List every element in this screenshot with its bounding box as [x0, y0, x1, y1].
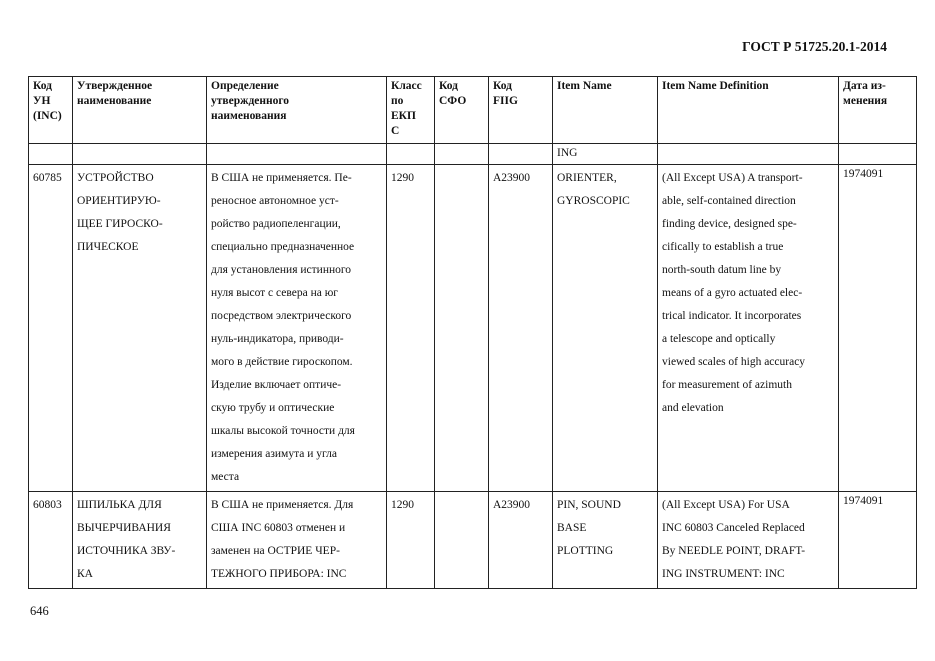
- cell-text-line: мого в действие гироскопом.: [211, 356, 353, 368]
- cell-text-line: утвержденного: [211, 95, 290, 107]
- cell-text-line: С: [391, 125, 400, 137]
- row-item-name-definition: [658, 165, 839, 492]
- row-name-definition: [207, 165, 387, 492]
- header-approved-name: [73, 77, 207, 144]
- cell-text-line: КА: [77, 568, 93, 580]
- cell-text-line: INC 60803 Canceled Replaced: [662, 522, 805, 534]
- row-approved-name: [73, 165, 207, 492]
- cell-text-line: заменен на ОСТРИЕ ЧЕР-: [211, 545, 340, 557]
- header-ekps-class: [387, 77, 435, 144]
- header-item-name-definition: [658, 77, 839, 144]
- cell-text-line: ЩЕЕ ГИРОСКО-: [77, 218, 163, 230]
- cell-text-line: реносное автономное уст-: [211, 195, 339, 207]
- cell-text-line: Item Name Definition: [662, 80, 769, 92]
- cell-text-line: посредством электрического: [211, 310, 352, 322]
- header-name-definition: [207, 77, 387, 144]
- row-sfo-code: [435, 492, 489, 589]
- row-inc-code: 60803: [29, 492, 73, 589]
- cell-text-line: (INC): [33, 110, 62, 122]
- cell-text-line: США INC 60803 отменен и: [211, 522, 346, 534]
- row-item-name: [553, 492, 658, 589]
- cell-text-line: a telescope and optically: [662, 333, 776, 345]
- header-change-date: [839, 77, 917, 144]
- cell-text-line: места: [211, 471, 240, 483]
- row-name-definition: [207, 492, 387, 589]
- cell-text-line: Код: [493, 80, 513, 92]
- table-row: [29, 165, 917, 492]
- cell-text-line: Класс: [391, 80, 422, 92]
- cell-text-line: cifically to establish a true: [662, 241, 784, 253]
- cell-text-line: ПИЧЕСКОЕ: [77, 241, 139, 253]
- continuation-row: [29, 144, 917, 165]
- cell-text-line: north-south datum line by: [662, 264, 782, 276]
- cell-text-line: В США не применяется. Пе-: [211, 172, 352, 184]
- table-row: [29, 492, 917, 589]
- row-item-name-definition: [658, 492, 839, 589]
- row-item-name: [553, 165, 658, 492]
- cell-text-line: специально предназначенное: [211, 241, 355, 253]
- row-change-date: 1974091: [839, 492, 917, 589]
- cell-text-line: нуль-индикатора, приводи-: [211, 333, 344, 345]
- cell-text-line: ШПИЛЬКА ДЛЯ: [77, 499, 162, 511]
- cell-text-line: Дата из-: [843, 80, 886, 92]
- cell-text-line: ORIENTER,: [557, 172, 617, 184]
- header-fiig-code: [489, 77, 553, 144]
- header-inc-code: [29, 77, 73, 144]
- cell-text-line: Код: [33, 80, 53, 92]
- cell-text-line: PIN, SOUND: [557, 499, 621, 511]
- row-ekps-class: 1290: [387, 492, 435, 589]
- cell-text-line: ING INSTRUMENT: INC: [662, 568, 785, 580]
- row-fiig-code: A23900: [489, 492, 553, 589]
- cell-text-line: finding device, designed spe-: [662, 218, 797, 230]
- cell-text-line: Определение: [211, 80, 279, 92]
- cell-text-line: GYROSCOPIC: [557, 195, 630, 207]
- cell-text-line: В США не применяется. Для: [211, 499, 354, 511]
- cell-text-line: viewed scales of high accuracy: [662, 356, 806, 368]
- row-sfo-code: [435, 165, 489, 492]
- cell-text-line: FIIG: [493, 95, 518, 107]
- cell-text-line: (All Except USA) For USA: [662, 499, 790, 511]
- cell-text-line: шкалы высокой точности для: [211, 425, 355, 437]
- cell-text-line: and elevation: [662, 402, 724, 414]
- cell-text-line: PLOTTING: [557, 545, 614, 557]
- cell-text-line: измерения азимута и угла: [211, 448, 337, 460]
- cell-text-line: Утвержденное: [77, 80, 153, 92]
- cell-text-line: наименования: [211, 110, 287, 122]
- cell-text-line: Item Name: [557, 80, 612, 92]
- cell-text-line: СФО: [439, 95, 467, 107]
- cell-text-line: скую трубу и оптические: [211, 402, 335, 414]
- cell-text-line: Код: [439, 80, 459, 92]
- cell-text-line: means of a gyro actuated elec-: [662, 287, 803, 299]
- cell-text-line: (All Except USA) A transport-: [662, 172, 803, 184]
- cell-text-line: By NEEDLE POINT, DRAFT-: [662, 545, 806, 557]
- cell-text-line: наименование: [77, 95, 152, 107]
- cell-text-line: УСТРОЙСТВО: [77, 172, 154, 184]
- row-ekps-class: 1290: [387, 165, 435, 492]
- cell-text-line: по: [391, 95, 404, 107]
- cell-text-line: ИСТОЧНИКА ЗВУ-: [77, 545, 176, 557]
- nomenclature-table: [28, 76, 917, 589]
- cell-text-line: ТЕЖНОГО ПРИБОРА: INC: [211, 568, 347, 580]
- cell-text-line: УН: [33, 95, 51, 107]
- cell-text-line: ОРИЕНТИРУЮ-: [77, 195, 161, 207]
- header-item-name: [553, 77, 658, 144]
- cell-text-line: менения: [843, 95, 888, 107]
- cell-text-line: ЕКП: [391, 110, 416, 122]
- row-approved-name: [73, 492, 207, 589]
- cell-text-line: BASE: [557, 522, 587, 534]
- cell-text-line: trical indicator. It incorporates: [662, 310, 802, 322]
- cell-text-line: able, self-contained direction: [662, 195, 796, 207]
- row-inc-code: 60785: [29, 165, 73, 492]
- document-code: ГОСТ Р 51725.20.1-2014: [742, 39, 887, 54]
- continuation-item-name: ING: [553, 144, 658, 165]
- header-sfo-code: [435, 77, 489, 144]
- cell-text-line: ВЫЧЕРЧИВАНИЯ: [77, 522, 171, 534]
- cell-text-line: for measurement of azimuth: [662, 379, 792, 391]
- page-number: 646: [30, 604, 49, 618]
- row-fiig-code: A23900: [489, 165, 553, 492]
- row-change-date: 1974091: [839, 165, 917, 492]
- cell-text-line: нуля высот с севера на юг: [211, 287, 339, 299]
- cell-text-line: для установления истинного: [211, 264, 352, 276]
- table-header-row: [29, 77, 917, 144]
- cell-text-line: ройство радиопеленгации,: [211, 218, 341, 230]
- cell-text-line: Изделие включает оптиче-: [211, 379, 342, 391]
